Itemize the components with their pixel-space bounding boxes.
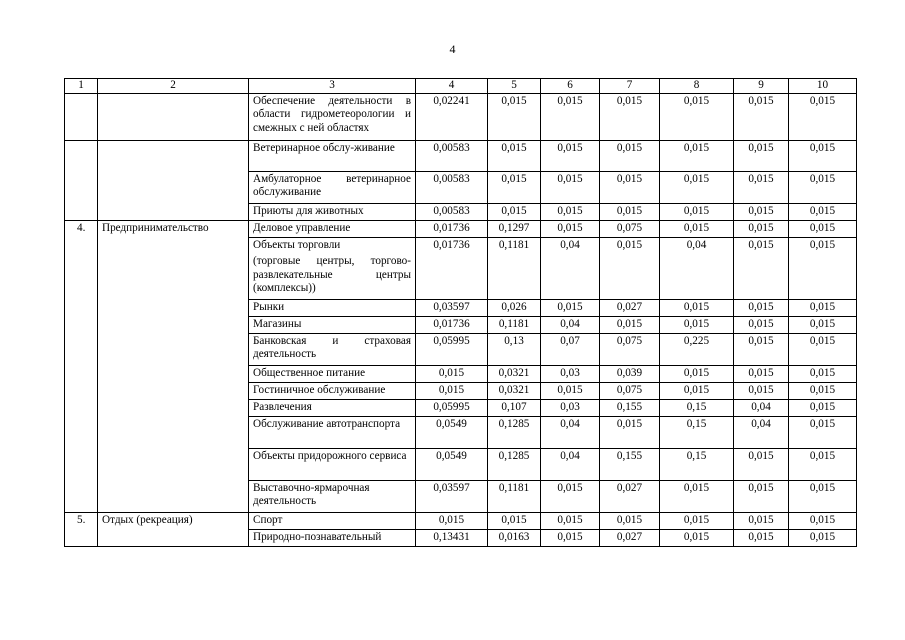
coefficient-value: 0,015 bbox=[541, 512, 600, 529]
coefficient-value: 0,015 bbox=[660, 171, 734, 203]
category-name: Предпринимательство bbox=[98, 220, 249, 512]
column-header: 3 bbox=[249, 79, 416, 94]
row-number: 4. bbox=[65, 220, 98, 512]
coefficient-value: 0,15 bbox=[660, 399, 734, 416]
coefficient-value: 0,015 bbox=[541, 93, 600, 140]
coefficient-value: 0,107 bbox=[488, 399, 541, 416]
activity-name bbox=[249, 382, 416, 399]
coefficient-value: 0,015 bbox=[660, 480, 734, 512]
coefficient-value: 0,015 bbox=[789, 316, 857, 333]
coefficient-value: 0,05995 bbox=[416, 399, 488, 416]
coefficient-value: 0,015 bbox=[734, 93, 789, 140]
activity-name bbox=[249, 203, 416, 220]
column-header: 4 bbox=[416, 79, 488, 94]
row-number bbox=[65, 140, 98, 220]
column-header: 9 bbox=[734, 79, 789, 94]
category-name bbox=[98, 93, 249, 140]
coefficient-value: 0,225 bbox=[660, 333, 734, 365]
coefficient-value: 0,03 bbox=[541, 365, 600, 382]
coefficient-value: 0,015 bbox=[789, 529, 857, 546]
coefficient-value: 0,015 bbox=[660, 365, 734, 382]
row-number bbox=[65, 93, 98, 140]
activity-name bbox=[249, 416, 416, 448]
activity-name bbox=[249, 316, 416, 333]
coefficient-value: 0,015 bbox=[600, 512, 660, 529]
coefficient-value: 0,00583 bbox=[416, 203, 488, 220]
coefficient-value: 0,015 bbox=[660, 220, 734, 237]
coefficient-value: 0,015 bbox=[600, 416, 660, 448]
activity-name-text: Деловое управление bbox=[253, 221, 351, 234]
coefficient-value: 0,03 bbox=[541, 399, 600, 416]
coefficient-value: 0,13431 bbox=[416, 529, 488, 546]
coefficient-value: 0,155 bbox=[600, 399, 660, 416]
coefficient-value: 0,015 bbox=[660, 382, 734, 399]
coefficient-value: 0,027 bbox=[600, 529, 660, 546]
coefficient-value: 0,1181 bbox=[488, 316, 541, 333]
coefficient-value: 0,015 bbox=[789, 140, 857, 171]
coefficient-value: 0,015 bbox=[734, 299, 789, 316]
coefficient-value: 0,04 bbox=[541, 448, 600, 480]
coefficient-value: 0,015 bbox=[789, 399, 857, 416]
coefficient-value: 0,015 bbox=[789, 171, 857, 203]
column-header: 8 bbox=[660, 79, 734, 94]
column-header: 2 bbox=[98, 79, 249, 94]
coefficient-value: 0,015 bbox=[416, 382, 488, 399]
coefficient-value: 0,027 bbox=[600, 299, 660, 316]
coefficient-value: 0,015 bbox=[488, 93, 541, 140]
coefficient-value: 0,015 bbox=[600, 237, 660, 299]
coefficient-value: 0,015 bbox=[734, 480, 789, 512]
row-number: 5. bbox=[65, 512, 98, 546]
coefficient-value: 0,015 bbox=[789, 365, 857, 382]
coefficient-value: 0,015 bbox=[734, 203, 789, 220]
coefficient-value: 0,015 bbox=[789, 512, 857, 529]
coefficient-value: 0,04 bbox=[734, 416, 789, 448]
activity-name-text: Амбулаторное ветеринарное обслуживание bbox=[253, 172, 411, 198]
activity-name-text: Природно-познавательный bbox=[253, 530, 382, 543]
coefficient-value: 0,015 bbox=[541, 171, 600, 203]
activity-name bbox=[249, 333, 416, 365]
page-number: 4 bbox=[449, 42, 456, 56]
activity-name bbox=[249, 140, 416, 171]
coefficient-value: 0,04 bbox=[734, 399, 789, 416]
activity-name-text: Обеспечение деятельности в области гидрометеорологии и смежных с ней областях bbox=[253, 94, 411, 134]
activity-name bbox=[249, 399, 416, 416]
coefficients-table bbox=[64, 78, 857, 547]
activity-name-text: Спорт bbox=[253, 513, 283, 526]
coefficient-value: 0,04 bbox=[541, 237, 600, 299]
coefficient-value: 0,15 bbox=[660, 416, 734, 448]
activity-name-text: Ветеринарное обслу-живание bbox=[253, 141, 395, 154]
activity-name bbox=[249, 512, 416, 529]
coefficient-value: 0,015 bbox=[416, 365, 488, 382]
coefficient-value: 0,00583 bbox=[416, 140, 488, 171]
activity-name bbox=[249, 365, 416, 382]
column-header: 10 bbox=[789, 79, 857, 94]
coefficient-value: 0,015 bbox=[734, 220, 789, 237]
coefficient-value: 0,15 bbox=[660, 448, 734, 480]
coefficient-value: 0,015 bbox=[488, 203, 541, 220]
coefficient-value: 0,015 bbox=[734, 512, 789, 529]
column-header: 6 bbox=[541, 79, 600, 94]
coefficient-value: 0,155 bbox=[600, 448, 660, 480]
activity-name-text: Общественное питание bbox=[253, 366, 366, 379]
coefficient-value: 0,015 bbox=[541, 220, 600, 237]
activity-name bbox=[249, 220, 416, 237]
coefficient-value: 0,0163 bbox=[488, 529, 541, 546]
coefficient-value: 0,03597 bbox=[416, 480, 488, 512]
coefficient-value: 0,015 bbox=[600, 93, 660, 140]
coefficient-value: 0,015 bbox=[660, 512, 734, 529]
coefficient-value: 0,015 bbox=[600, 203, 660, 220]
coefficient-value: 0,01736 bbox=[416, 316, 488, 333]
column-header: 1 bbox=[65, 79, 98, 94]
coefficient-value: 0,01736 bbox=[416, 220, 488, 237]
coefficient-value: 0,015 bbox=[789, 220, 857, 237]
activity-name-text: Приюты для животных bbox=[253, 204, 364, 217]
coefficient-value: 0,015 bbox=[789, 382, 857, 399]
activity-name bbox=[249, 93, 416, 140]
coefficient-value: 0,00583 bbox=[416, 171, 488, 203]
coefficient-value: 0,015 bbox=[488, 140, 541, 171]
activity-name-text: Объекты торговли bbox=[253, 238, 341, 251]
coefficient-value: 0,026 bbox=[488, 299, 541, 316]
coefficient-value: 0,015 bbox=[734, 237, 789, 299]
table-row bbox=[65, 140, 857, 171]
activity-name bbox=[249, 448, 416, 480]
table-row bbox=[65, 220, 857, 237]
coefficient-value: 0,015 bbox=[488, 171, 541, 203]
coefficient-value: 0,027 bbox=[600, 480, 660, 512]
coefficient-value: 0,015 bbox=[789, 299, 857, 316]
coefficient-value: 0,015 bbox=[660, 140, 734, 171]
activity-name-text: Выставочно-ярмарочная деятельность bbox=[253, 481, 370, 507]
column-header: 7 bbox=[600, 79, 660, 94]
activity-name-text: Обслуживание автотранспорта bbox=[253, 417, 401, 430]
coefficient-value: 0,1297 bbox=[488, 220, 541, 237]
coefficient-value: 0,05995 bbox=[416, 333, 488, 365]
coefficient-value: 0,03597 bbox=[416, 299, 488, 316]
coefficient-value: 0,015 bbox=[660, 299, 734, 316]
coefficient-value: 0,015 bbox=[789, 203, 857, 220]
activity-name-text: Развлечения bbox=[253, 400, 312, 413]
activity-name bbox=[249, 171, 416, 203]
table-row bbox=[65, 512, 857, 529]
coefficient-value: 0,015 bbox=[660, 203, 734, 220]
coefficient-value: 0,075 bbox=[600, 382, 660, 399]
coefficient-value: 0,0549 bbox=[416, 448, 488, 480]
coefficient-value: 0,0549 bbox=[416, 416, 488, 448]
coefficient-value: 0,015 bbox=[734, 316, 789, 333]
coefficient-value: 0,015 bbox=[789, 333, 857, 365]
coefficient-value: 0,015 bbox=[600, 140, 660, 171]
activity-name-text: Магазины bbox=[253, 317, 302, 330]
coefficient-value: 0,015 bbox=[789, 480, 857, 512]
coefficient-value: 0,0321 bbox=[488, 382, 541, 399]
activity-name bbox=[249, 299, 416, 316]
coefficient-value: 0,02241 bbox=[416, 93, 488, 140]
table-row bbox=[65, 93, 857, 140]
coefficient-value: 0,1285 bbox=[488, 416, 541, 448]
coefficient-value: 0,0321 bbox=[488, 365, 541, 382]
coefficient-value: 0,015 bbox=[660, 316, 734, 333]
coefficient-value: 0,015 bbox=[541, 529, 600, 546]
coefficient-value: 0,1181 bbox=[488, 237, 541, 299]
coefficient-value: 0,015 bbox=[734, 140, 789, 171]
coefficient-value: 0,015 bbox=[734, 333, 789, 365]
activity-name-note: (торговые центры, торгово-развлекательные центры (комплексы)) bbox=[253, 255, 411, 294]
coefficient-value: 0,015 bbox=[600, 171, 660, 203]
activity-name-text: Банковская и страховая деятельность bbox=[253, 334, 411, 360]
coefficient-value: 0,015 bbox=[541, 140, 600, 171]
coefficient-value: 0,015 bbox=[734, 529, 789, 546]
coefficient-value: 0,015 bbox=[734, 171, 789, 203]
activity-name-text: Гостиничное обслуживание bbox=[253, 383, 386, 396]
coefficient-value: 0,015 bbox=[541, 382, 600, 399]
coefficient-value: 0,015 bbox=[660, 529, 734, 546]
coefficient-value: 0,015 bbox=[789, 448, 857, 480]
coefficient-value: 0,015 bbox=[416, 512, 488, 529]
coefficient-value: 0,015 bbox=[488, 512, 541, 529]
coefficient-value: 0,039 bbox=[600, 365, 660, 382]
activity-name bbox=[249, 529, 416, 546]
coefficient-value: 0,015 bbox=[660, 93, 734, 140]
coefficient-value: 0,015 bbox=[600, 316, 660, 333]
coefficient-value: 0,015 bbox=[789, 237, 857, 299]
coefficient-value: 0,015 bbox=[734, 365, 789, 382]
coefficient-value: 0,04 bbox=[541, 416, 600, 448]
activity-name bbox=[249, 480, 416, 512]
coefficient-value: 0,015 bbox=[789, 416, 857, 448]
activity-name bbox=[249, 237, 416, 299]
coefficient-value: 0,015 bbox=[789, 93, 857, 140]
coefficient-value: 0,075 bbox=[600, 220, 660, 237]
coefficient-value: 0,015 bbox=[541, 203, 600, 220]
coefficient-value: 0,1285 bbox=[488, 448, 541, 480]
coefficient-value: 0,07 bbox=[541, 333, 600, 365]
category-name: Отдых (рекреация) bbox=[98, 512, 249, 546]
coefficient-value: 0,015 bbox=[734, 382, 789, 399]
coefficient-value: 0,015 bbox=[734, 448, 789, 480]
header-row bbox=[65, 79, 857, 94]
column-header: 5 bbox=[488, 79, 541, 94]
coefficient-value: 0,1181 bbox=[488, 480, 541, 512]
coefficient-value: 0,015 bbox=[541, 480, 600, 512]
coefficient-value: 0,13 bbox=[488, 333, 541, 365]
activity-name-text: Рынки bbox=[253, 300, 285, 313]
activity-name-text: Объекты придорожного сервиса bbox=[253, 449, 407, 462]
coefficient-value: 0,04 bbox=[541, 316, 600, 333]
coefficient-value: 0,075 bbox=[600, 333, 660, 365]
coefficient-value: 0,01736 bbox=[416, 237, 488, 299]
coefficient-value: 0,04 bbox=[660, 237, 734, 299]
category-name bbox=[98, 140, 249, 220]
coefficient-value: 0,015 bbox=[541, 299, 600, 316]
